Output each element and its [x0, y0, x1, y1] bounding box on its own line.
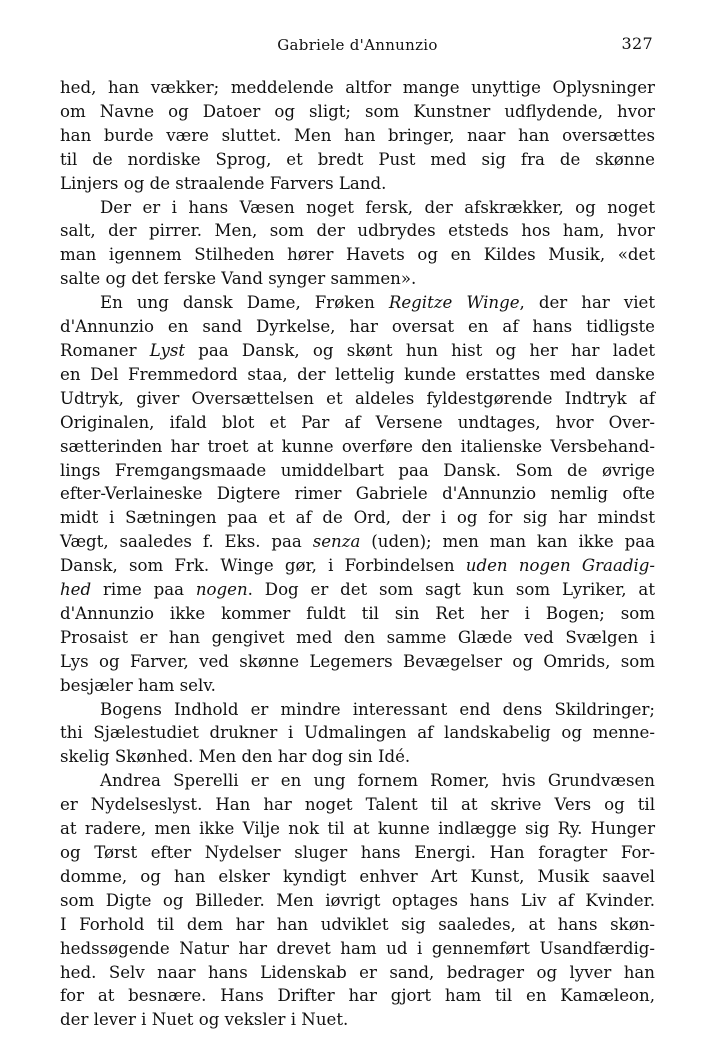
text-segment: , der har viet [519, 293, 656, 313]
text-segment: rime paa [91, 580, 196, 600]
text-segment: . Dog er det som sagt kun som Lyriker, at [247, 580, 655, 600]
page-number: 327 [621, 34, 653, 53]
text-line [60, 674, 655, 698]
text-line [60, 315, 655, 339]
running-title: Gabriele d'Annunzio [277, 36, 438, 54]
text-segment: Linjers og de straalende Farvers Land. [60, 173, 387, 193]
text-segment: d'Annunzio en sand Dyrkelse, har oversat en af hans tidligste [60, 317, 655, 337]
text-segment: at radere, men ikke Vilje nok til at kunne indlægge sig Ry. Hunger [60, 819, 655, 839]
text-segment: paa Dansk, og skønt hun hist og her har ladet [185, 340, 656, 360]
text-segment: d'Annunzio ikke kommer fuldt til sin Ret her i Bogen; som [60, 603, 655, 623]
text-segment: skelig Skønhed. Men den har dog sin Idé. [60, 747, 411, 767]
text-line [60, 650, 655, 674]
text-line [60, 817, 655, 841]
text-line [60, 769, 655, 793]
text-segment: I Forhold til dem har han udviklet sig saaledes, at hans skøn- [60, 914, 655, 934]
text-segment: thi Sjælestudiet drukner i Udmalingen af landskabelig og menne- [60, 723, 655, 743]
text-line [60, 626, 655, 650]
text-line [60, 267, 655, 291]
text-segment: besjæler ham selv. [60, 675, 216, 695]
text-segment: salte og det ferske Vand synger sammen». [60, 269, 417, 289]
text-line [60, 459, 655, 483]
text-line [60, 841, 655, 865]
text-segment: for at besnære. Hans Drifter har gjort ham til en Kamæleon, [60, 986, 655, 1006]
text-line [60, 793, 655, 817]
text-segment: hed, han vækker; meddelende altfor mange unyttige Oplysninger [60, 78, 655, 97]
text-segment: og Tørst efter Nydelser sluger hans Energi. Han foragter For- [60, 843, 655, 862]
text-line [60, 1008, 655, 1032]
text-segment: om Navne og Datoer og sligt; som Kunstner udflydende, hvor [60, 101, 655, 121]
text-segment: Prosaist er han gengivet med den samme Glæde ved Svælgen i [60, 627, 655, 647]
text-line [60, 148, 655, 172]
text-segment: er Nydelseslyst. Han har noget Talent til at skrive Vers og til [60, 795, 655, 815]
italic-text: nogen [195, 580, 248, 600]
text-segment: Lys og Farver, ved skønne Legemers Bevægelser og Omrids, som [60, 651, 655, 671]
text-segment: Romaner [60, 340, 150, 360]
italic-text: Regitze Winge [388, 293, 520, 313]
text-line [60, 937, 655, 961]
text-line [60, 363, 655, 387]
text-line [60, 721, 655, 745]
text-segment: Andrea Sperelli er en ung fornem Romer, hvis Grundvæsen [100, 771, 655, 791]
text-line [60, 554, 655, 578]
text-line [60, 243, 655, 267]
text-line [60, 291, 655, 315]
text-line [60, 219, 655, 243]
text-line [60, 506, 655, 530]
running-header [60, 32, 655, 62]
text-line [60, 435, 655, 459]
text-segment: En ung dansk Dame, Frøken [100, 293, 389, 313]
text-segment: til de nordiske Sprog, et bredt Pust med sig fra de skønne [60, 149, 655, 169]
text-segment: Vægt, saaledes f. Eks. paa [60, 532, 313, 552]
text-segment: Udtryk, giver Oversættelsen et aldeles fyldestgørende Indtryk af [60, 388, 655, 408]
paragraph [60, 769, 655, 1032]
text-segment: (uden); men man kan ikke paa [360, 532, 655, 552]
text-line [60, 172, 655, 196]
text-line [60, 124, 655, 148]
italic-text: uden nogen Graadig- [465, 556, 655, 576]
text-segment: Dansk, som Frk. Winge gør, i Forbindelsen [60, 556, 466, 576]
paragraph [60, 196, 655, 292]
text-segment: man igennem Stilheden hører Havets og en Kildes Musik, «det [60, 245, 655, 265]
text-line [60, 76, 655, 100]
text-line [60, 889, 655, 913]
text-segment: Bogens Indhold er mindre interessant end dens Skildringer; [100, 699, 655, 719]
text-line [60, 745, 655, 769]
text-line [60, 411, 655, 435]
text-line [60, 530, 655, 554]
italic-text: hed [60, 580, 92, 600]
text-line [60, 602, 655, 626]
text-line [60, 339, 655, 363]
text-segment: hed. Selv naar hans Lidenskab er sand, bedrager og lyver han [60, 962, 655, 982]
text-segment: han burde være sluttet. Men han bringer, naar han oversættes [60, 125, 655, 145]
text-line [60, 984, 655, 1008]
text-segment: sætterinden har troet at kunne overføre den italienske Versbehand- [60, 436, 655, 456]
book-page [60, 32, 655, 1032]
text-line [60, 100, 655, 124]
text-segment: midt i Sætningen paa et af de Ord, der i og for sig har mindst [60, 508, 655, 528]
text-line [60, 698, 655, 722]
text-segment: hedssøgende Natur har drevet ham ud i gennemført Usandfærdig- [60, 938, 655, 958]
text-line [60, 196, 655, 220]
text-segment: salt, der pirrer. Men, som der udbrydes etsteds hos ham, hvor [60, 221, 655, 241]
italic-text: senza [312, 532, 361, 552]
text-segment: lings Fremgangsmaade umiddelbart paa Dansk. Som de øvrige [60, 460, 655, 480]
paragraph [60, 291, 655, 697]
text-line [60, 865, 655, 889]
text-segment: der lever i Nuet og veksler i Nuet. [60, 1010, 349, 1030]
text-line [60, 913, 655, 937]
text-line [60, 482, 655, 506]
text-segment: efter-Verlaineske Digtere rimer Gabriele d'Annunzio nemlig ofte [60, 484, 655, 504]
text-segment: Originalen, ifald blot et Par af Versene undtages, hvor Over- [60, 412, 655, 432]
paragraph [60, 698, 655, 770]
text-line [60, 961, 655, 985]
text-line [60, 578, 655, 602]
text-segment: som Digte og Billeder. Men iøvrigt optages hans Liv af Kvinder. [60, 890, 655, 910]
body-text [60, 76, 655, 1032]
text-segment: en Del Fremmedord staa, der lettelig kunde erstattes med danske [60, 364, 655, 384]
text-segment: domme, og han elsker kyndigt enhver Art Kunst, Musik saavel [60, 866, 655, 886]
text-segment: Der er i hans Væsen noget fersk, der afskrækker, og noget [100, 197, 655, 217]
paragraph [60, 76, 655, 196]
text-line [60, 387, 655, 411]
italic-text: Lyst [149, 340, 186, 360]
